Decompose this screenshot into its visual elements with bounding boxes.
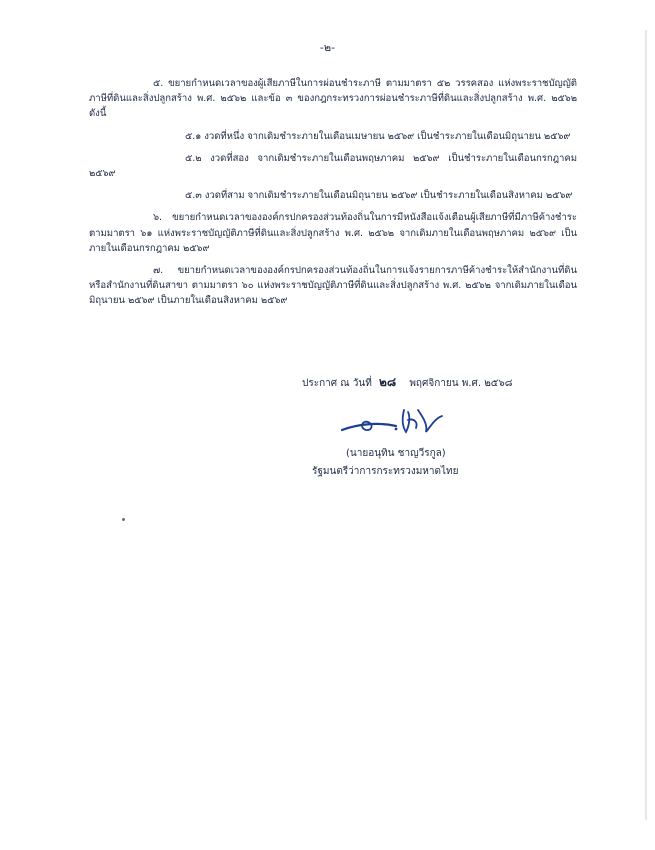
document-body <box>89 76 577 316</box>
clause-5-1: ๕.๑ งวดที่หนึ่ง จากเดิมชำระภายในเดือนเมษายน ๒๕๖๙ เป็นชำระภายในเดือนมิถุนายน ๒๕๖๙ <box>185 130 571 142</box>
announcement-date <box>302 373 512 392</box>
announcement-prefix: ประกาศ ณ วันที่ <box>302 378 372 389</box>
clause-5-2: ๕.๒ งวดที่สอง จากเดิมชำระภายในเดือนพฤษภาคม ๒๕๖๙ เป็นชำระภายในเดือนกรกฎาคม ๒๕๖๙ <box>89 152 577 180</box>
clause-6: ๖. ขยายกำหนดเวลาขององค์กรปกครองส่วนท้องถิ่นในการมีหนังสือแจ้งเตือนผู้เสียภาษีที่มีภาษีค้างชำระ ตามมาตรา ๖๑ แห่งพระราชบัญญัติภาษีที่ดินและสิ่งปลูกสร้าง พ.ศ. ๒๕๖๒ จากเดิมภายในเดือนพฤษภาคม ๒๕๖๙ เป็นภายในเดือนกรกฎาคม ๒๕๖๙ <box>89 212 577 254</box>
announcement-month-year: พฤศจิกายน พ.ศ. ๒๕๖๘ <box>409 378 513 389</box>
signer-position: รัฐมนตรีว่าการกระทรวงมหาดไทย <box>312 466 459 477</box>
clause-7: ๗. ขยายกำหนดเวลาขององค์กรปกครองส่วนท้องถิ่นในการแจ้งรายการภาษีค้างชำระให้สำนักงานที่ดินหรือสำนักงานที่ดินสาขา ตามมาตรา ๖๐ แห่งพระราชบัญญัติภาษีที่ดินและสิ่งปลูกสร้าง พ.ศ. ๒๕๖๒ จากเดิมภายในเดือนมิถุนายน ๒๕๖๙ เป็นภายในเดือนสิงหาคม ๒๕๖๙ <box>89 265 577 307</box>
clause-5: ๕. ขยายกำหนดเวลาของผู้เสียภาษีในการผ่อนชำระภาษี ตามมาตรา ๕๒ วรรคสอง แห่งพระราชบัญญัติภาษีที่ดินและสิ่งปลูกสร้าง พ.ศ. ๒๕๖๒ และข้อ ๓ ของกฎกระทรวงการผ่อนชำระภาษีที่ดินและสิ่งปลูกสร้าง พ.ศ. ๒๕๖๒ ดังนี้ <box>89 78 577 120</box>
signer-name: (นายอนุทิน ชาญวีรกูล) <box>346 448 446 459</box>
scan-speck <box>122 518 125 521</box>
clause-5-3: ๕.๓ งวดที่สาม จากเดิมชำระภายในเดือนมิถุนายน ๒๕๖๙ เป็นชำระภายในเดือนสิงหาคม ๒๕๖๙ <box>185 190 573 202</box>
page-number: -๒- <box>319 41 336 54</box>
signature-image <box>338 402 448 442</box>
announcement-day: ๒๘ <box>378 375 397 389</box>
scan-edge <box>645 30 647 820</box>
